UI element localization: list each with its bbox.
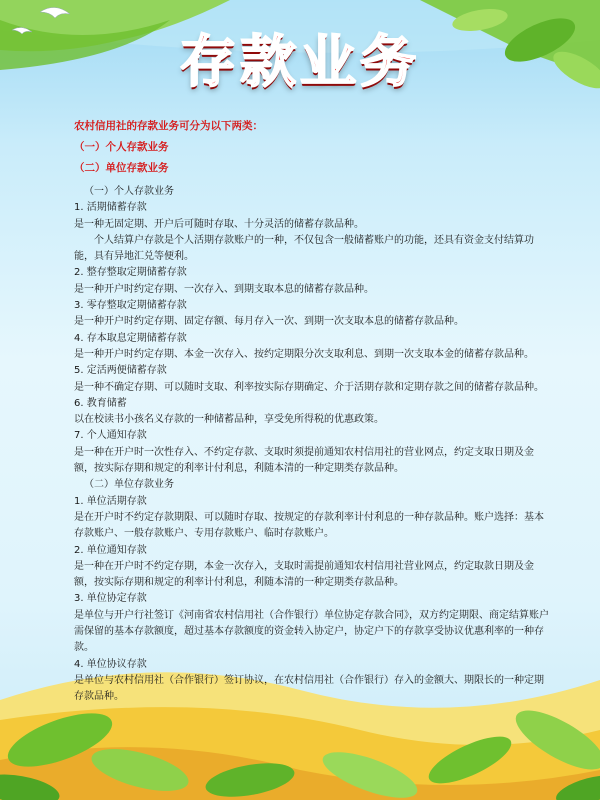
item-desc: 个人结算户存款是个人活期存款账户的一种，不仅包含一般储蓄账户的功能，还具有资金支付结算功能，具有异地汇兑等便利。 [74,234,534,263]
item-desc: 是一种开户时约定存期、一次存入、到期支取本息的储蓄存款品种。 [74,283,374,295]
item-title: 2. 整存整取定期储蓄存款 [74,267,187,279]
section-heading-personal: （一）个人存款业务 [84,186,174,197]
section-heading-unit: （二）单位存款业务 [84,479,174,491]
intro-block [74,116,534,179]
item-title: 3. 单位协定存款 [74,593,147,605]
item-desc: 是单位与开户行社签订《河南省农村信用社（合作银行）单位协定存款合同》，双方约定期限、商定结算账户需保留的基本存款额度，超过基本存款额度的资金转入协定户，协定户下的存款享受协议优惠利率的一种存款。 [74,609,549,654]
item-desc: 是在开户时不约定存款期限、可以随时存取、按规定的存款利率计付利息的一种存款品种。账户选择：基本存款账户、一般存款账户、专用存款账户、临时存款账户。 [74,511,544,540]
content-body [74,184,552,706]
page-title: 存款业务 [180,30,420,95]
item-title: 7. 个人通知存款 [74,430,147,442]
intro-item: （一）个人存款业务 [74,141,169,153]
item-title: 4. 单位协议存款 [74,658,147,670]
item-desc: 以在校读书小孩名义存款的一种储蓄品种，享受免所得税的优惠政策。 [74,414,384,426]
item-title: 1. 单位活期存款 [74,495,147,507]
item-title: 6. 教育储蓄 [74,397,127,409]
item-desc: 是一种无固定期、开户后可随时存取、十分灵活的储蓄存款品种。 [74,218,364,230]
item-title: 3. 零存整取定期储蓄存款 [74,300,187,312]
intro-item: （二）单位存款业务 [74,162,169,174]
item-desc: 是一种在开户时不约定存期，本金一次存入，支取时需提前通知农村信用社营业网点，约定取款日期及金额，按实际存期和规定的利率计付利息，利随本清的一种定期类存款品种。 [74,560,534,589]
item-desc: 是一种在开户时一次性存入、不约定存款、支取时须提前通知农村信用社的营业网点，约定支取日期及金额，按实际存期和规定的利率计付利息，利随本清的一种定期类存款品种。 [74,446,534,475]
item-title: 5. 定活两便储蓄存款 [74,365,167,377]
intro-lead: 农村信用社的存款业务可分为以下两类： [74,120,263,132]
item-title: 4. 存本取息定期储蓄存款 [74,332,187,344]
item-desc: 是一种开户时约定存期、本金一次存入、按约定期限分次支取利息、到期一次支取本金的储蓄存款品种。 [74,348,534,360]
item-desc: 是一种不确定存期、可以随时支取、利率按实际存期确定、介于活期存款和定期存款之间的储蓄存款品种。 [74,381,544,393]
item-title: 2. 单位通知存款 [74,544,147,556]
item-desc: 是单位与农村信用社（合作银行）签订协议，在农村信用社（合作银行）存入的金额大、期限长的一种定期存款品种。 [74,674,544,703]
item-title: 1. 活期储蓄存款 [74,202,147,214]
item-desc: 是一种开户时约定存期、固定存额、每月存入一次、到期一次支取本息的储蓄存款品种。 [74,316,464,328]
